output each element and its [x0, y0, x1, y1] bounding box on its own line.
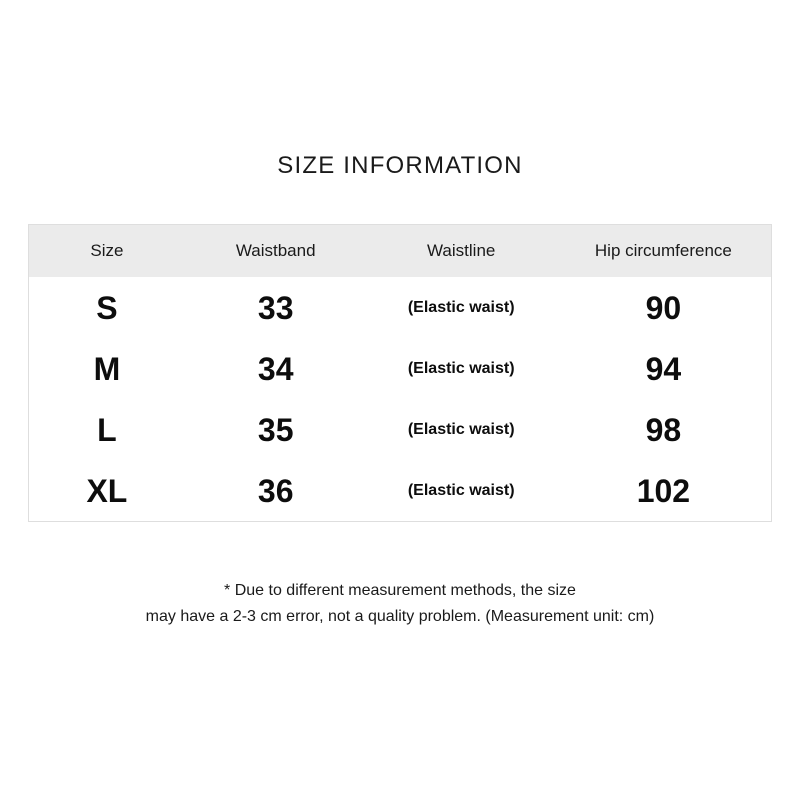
footnote-line-1: * Due to different measurement methods, the size [224, 582, 576, 599]
size-table-container [28, 224, 772, 522]
cell-waistline: (Elastic waist) [407, 481, 515, 499]
cell-waistband: 36 [257, 472, 294, 509]
cell-waistline: (Elastic waist) [407, 359, 515, 377]
cell-waistband: 34 [257, 350, 294, 387]
cell-size: M [93, 350, 121, 387]
size-table [29, 225, 771, 521]
measurement-footnote [0, 578, 800, 630]
table-row [29, 460, 771, 521]
cell-size: XL [86, 472, 128, 509]
cell-hip: 90 [645, 289, 682, 326]
column-header-waistline: Waistline [427, 241, 496, 260]
cell-hip: 98 [645, 411, 682, 448]
footnote-line-2: may have a 2-3 cm error, not a quality problem. (Measurement unit: cm) [145, 608, 655, 625]
table-header-row [29, 225, 771, 277]
column-header-hip-circumference: Hip circumference [594, 241, 732, 260]
table-body [29, 277, 771, 521]
cell-waistline: (Elastic waist) [407, 298, 515, 316]
table-row [29, 338, 771, 399]
cell-hip: 102 [636, 472, 691, 509]
column-header-size: Size [90, 241, 124, 260]
cell-waistband: 33 [257, 289, 294, 326]
cell-waistband: 35 [257, 411, 294, 448]
table-row [29, 277, 771, 338]
table-row [29, 399, 771, 460]
column-header-waistband: Waistband [235, 241, 316, 260]
cell-hip: 94 [645, 350, 682, 387]
table-header [29, 225, 771, 277]
cell-size: L [97, 411, 117, 448]
cell-waistline: (Elastic waist) [407, 420, 515, 438]
cell-size: S [96, 289, 118, 326]
page-title: SIZE INFORMATION [277, 152, 523, 179]
